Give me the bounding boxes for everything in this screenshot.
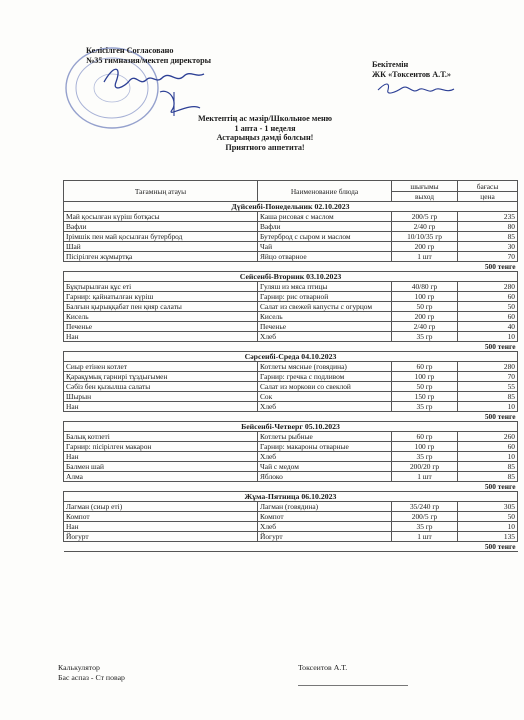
dish-price: 80 [458,222,518,232]
title-line: Приятного аппетита! [225,142,305,152]
dish-price: 70 [458,372,518,382]
dish-price: 70 [458,252,518,262]
dish-name-kz: Нан [64,522,258,532]
dish-yield: 35/240 гр [392,502,458,512]
dish-name-kz: Балғын қырыққабат пен қияр салаты [64,302,258,312]
dish-name-kz: Бұқтырылған құс еті [64,282,258,292]
day-total: 500 тенге [64,262,518,272]
dish-name-ru: Яйцо отварное [258,252,392,262]
signature-line [298,685,408,686]
dish-price: 60 [458,442,518,452]
dish-yield: 150 гр [392,392,458,402]
menu-title [150,114,380,152]
dish-yield: 2/40 гр [392,322,458,332]
dish-price: 280 [458,282,518,292]
dish-price: 55 [458,382,518,392]
dish-name-ru: Гарнир: рис отварной [258,292,392,302]
dish-price: 85 [458,472,518,482]
day-title: Сейсенбі-Вторник 03.10.2023 [64,272,518,282]
dish-name-ru: Гарнир: гречка с подливом [258,372,392,382]
col-header-yield-ru: выход [392,192,458,202]
dish-price: 10 [458,402,518,412]
day-total-row [64,342,518,352]
day-total: 500 тенге [64,482,518,492]
agreed-block [86,46,266,66]
dish-price: 305 [458,502,518,512]
dish-yield: 200/5 гр [392,512,458,522]
dish-name-ru: Чай с медом [258,462,392,472]
dish-name-ru: Салат из свежей капусты с огурцом [258,302,392,312]
dish-name-ru: Бутерброд с сыром и маслом [258,232,392,242]
dish-name-kz: Вафли [64,222,258,232]
dish-name-kz: Гарнир: қайнатылған күріш [64,292,258,302]
dish-name-ru: Сок [258,392,392,402]
dish-name-kz: Нан [64,452,258,462]
menu-item-row [64,302,518,312]
menu-item-row [64,392,518,402]
dish-price: 260 [458,432,518,442]
menu-item-row [64,282,518,292]
dish-price: 60 [458,312,518,322]
dish-name-kz: Лагман (сиыр еті) [64,502,258,512]
menu-item-row [64,502,518,512]
approved-line-1: Бекітемін [372,60,409,69]
dish-name-ru: Компот [258,512,392,522]
day-header-row [64,492,518,502]
dish-price: 280 [458,362,518,372]
dish-name-kz: Алма [64,472,258,482]
title-line: Астарыңыз дәмді болсын! [216,133,314,143]
menu-item-row [64,382,518,392]
dish-name-ru: Гарнир: макароны отварные [258,442,392,452]
dish-price: 50 [458,512,518,522]
day-header-row [64,272,518,282]
menu-item-row [64,472,518,482]
menu-table [63,180,518,552]
dish-name-kz: Шай [64,242,258,252]
dish-yield: 2/40 гр [392,222,458,232]
dish-name-kz: Нан [64,402,258,412]
calculator-label: Калькулятор [58,663,100,672]
day-title: Жұма-Пятница 06.10.2023 [64,492,518,502]
director-signature [100,62,210,122]
dish-name-kz: Сиыр етінен котлет [64,362,258,372]
dish-price: 40 [458,322,518,332]
dish-price: 235 [458,212,518,222]
approved-block [372,60,512,80]
dish-yield: 50 гр [392,382,458,392]
day-title: Бейсенбі-Четверг 05.10.2023 [64,422,518,432]
dish-name-kz: Кисель [64,312,258,322]
dish-name-ru: Кисель [258,312,392,322]
menu-item-row [64,362,518,372]
dish-price: 10 [458,452,518,462]
menu-item-row [64,532,518,542]
day-header-row [64,202,518,212]
signatory-name: Токсеитов А.Т. [298,663,348,672]
day-total: 500 тенге [64,542,518,552]
dish-name-ru: Печенье [258,322,392,332]
dish-name-kz: Пісірілген жұмыртқа [64,252,258,262]
dish-price: 30 [458,242,518,252]
dish-name-ru: Салат из моркови со свеклой [258,382,392,392]
dish-price: 135 [458,532,518,542]
menu-item-row [64,522,518,532]
dish-name-kz: Балмен шай [64,462,258,472]
day-title: Сәрсенбі-Среда 04.10.2023 [64,352,518,362]
dish-name-ru: Каша рисовая с маслом [258,212,392,222]
dish-price: 10 [458,522,518,532]
dish-name-ru: Чай [258,242,392,252]
col-header-name-kz: Тағамның атауы [64,181,258,202]
dish-name-ru: Хлеб [258,332,392,342]
dish-yield: 10/10/35 гр [392,232,458,242]
dish-yield: 100 гр [392,292,458,302]
day-title: Дүйсенбі-Понедельник 02.10.2023 [64,202,518,212]
dish-yield: 40/80 гр [392,282,458,292]
menu-item-row [64,402,518,412]
dish-yield: 200 гр [392,312,458,322]
title-line: Мектептің ас мәзір/Школьное меню [198,114,332,123]
dish-yield: 1 шт [392,252,458,262]
dish-price: 85 [458,232,518,242]
agreed-line-1: Келісілген Согласовано [86,46,174,55]
dish-yield: 35 гр [392,332,458,342]
menu-item-row [64,232,518,242]
day-total-row [64,412,518,422]
dish-yield: 200/20 гр [392,462,458,472]
dish-name-kz: Шырын [64,392,258,402]
menu-item-row [64,222,518,232]
dish-name-ru: Котлеты рыбные [258,432,392,442]
menu-item-row [64,312,518,322]
approver-signature [376,80,466,102]
dish-price: 85 [458,392,518,402]
dish-yield: 60 гр [392,362,458,372]
dish-yield: 200 гр [392,242,458,252]
day-header-row [64,422,518,432]
approved-line-2: ЖК «Токсеитов А.Т.» [372,70,451,79]
menu-item-row [64,252,518,262]
col-header-yield-kz: шығымы [392,181,458,192]
dish-name-kz: Компот [64,512,258,522]
day-total-row [64,542,518,552]
menu-item-row [64,322,518,332]
dish-yield: 35 гр [392,452,458,462]
day-total: 500 тенге [64,342,518,352]
footer-signatory [298,663,347,673]
col-header-price-kz: бағасы [458,181,518,192]
dish-name-ru: Лагман (говядина) [258,502,392,512]
footer-staff [58,663,125,683]
menu-item-row [64,372,518,382]
menu-item-row [64,462,518,472]
day-total-row [64,262,518,272]
dish-name-kz: Печенье [64,322,258,332]
dish-price: 60 [458,292,518,302]
col-header-name-ru: Наименование блюда [258,181,392,202]
menu-item-row [64,452,518,462]
dish-yield: 1 шт [392,532,458,542]
dish-name-kz: Нан [64,332,258,342]
dish-name-ru: Хлеб [258,452,392,462]
menu-item-row [64,332,518,342]
table-header-row [64,181,518,192]
dish-name-kz: Йогурт [64,532,258,542]
dish-name-kz: Сәбіз бен қызылша салаты [64,382,258,392]
dish-name-kz: Қарақұмық гарнирі тұздығымен [64,372,258,382]
dish-price: 85 [458,462,518,472]
menu-item-row [64,512,518,522]
chef-label: Бас аспаз - Ст повар [58,673,125,682]
dish-name-kz: Ірімшік пен май қосылған бутерброд [64,232,258,242]
dish-name-ru: Котлеты мясные (говядина) [258,362,392,372]
menu-item-row [64,292,518,302]
day-total-row [64,482,518,492]
dish-yield: 35 гр [392,522,458,532]
col-header-price-ru: цена [458,192,518,202]
menu-item-row [64,442,518,452]
dish-name-kz: Май қосылған күріш ботқасы [64,212,258,222]
dish-price: 50 [458,302,518,312]
dish-name-ru: Хлеб [258,402,392,412]
dish-name-ru: Вафли [258,222,392,232]
dish-yield: 50 гр [392,302,458,312]
dish-name-kz: Гарнир: пісірілген макарон [64,442,258,452]
dish-name-ru: Яблоко [258,472,392,482]
dish-yield: 100 гр [392,372,458,382]
agreed-line-2: №35 гимназия/мектеп директоры [86,56,212,65]
dish-yield: 200/5 гр [392,212,458,222]
dish-price: 10 [458,332,518,342]
dish-name-ru: Гуляш из мяса птицы [258,282,392,292]
day-total: 500 тенге [64,412,518,422]
dish-yield: 35 гр [392,402,458,412]
title-line: 1 апта - 1 неделя [234,123,296,133]
dish-yield: 100 гр [392,442,458,452]
menu-item-row [64,212,518,222]
menu-item-row [64,242,518,252]
dish-name-kz: Балық котлеті [64,432,258,442]
menu-item-row [64,432,518,442]
dish-yield: 1 шт [392,472,458,482]
dish-name-ru: Хлеб [258,522,392,532]
dish-name-ru: Йогурт [258,532,392,542]
dish-yield: 60 гр [392,432,458,442]
day-header-row [64,352,518,362]
